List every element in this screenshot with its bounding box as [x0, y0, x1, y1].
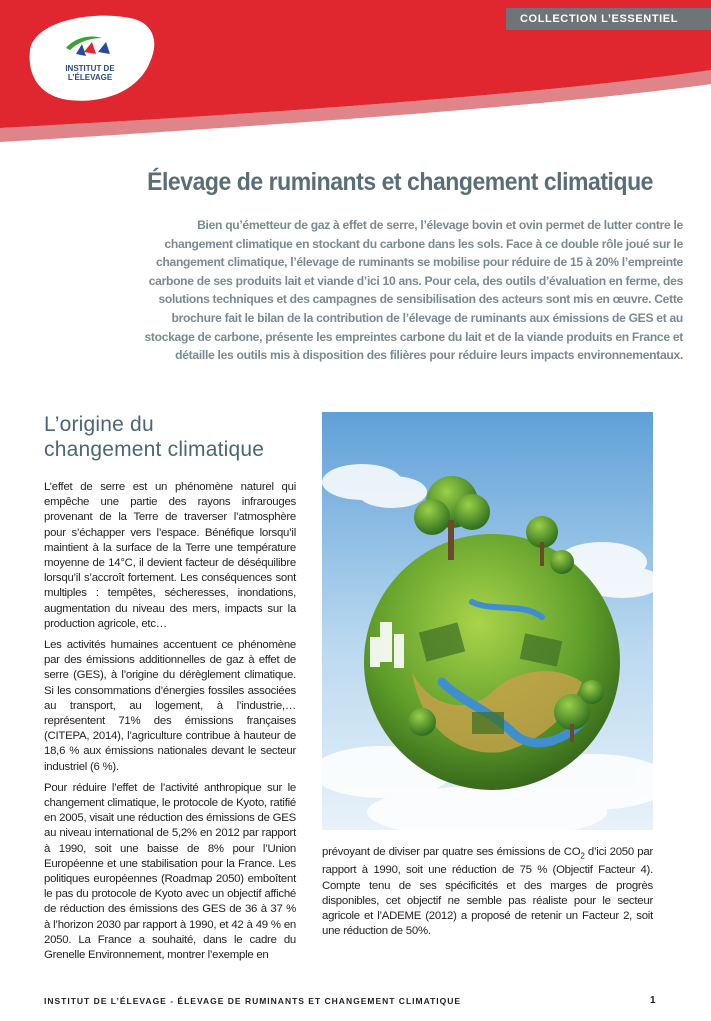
- section-title-line1: L’origine du: [44, 413, 154, 436]
- collection-tag: [506, 8, 711, 30]
- continuation-after: d’ici 2050 par rapport à 1990, soit une réduction de 75 % (Objectif Facteur 4). Compte tenu de ses spécificités et des marges de progrès disponibles, cet objectif ne semble pas réaliste pour le secteur agricole et l’ADEME (2012) a proposé de retenir un Facteur 2, soit une réduction de 50%.: [322, 846, 654, 938]
- footer-text: [44, 996, 461, 1006]
- collection-name: L’ESSENTIEL: [601, 13, 679, 25]
- footer-org: INSTITUT DE L’ÉLEVAGE: [44, 996, 167, 1006]
- section-title-line2: changement climatique: [44, 438, 265, 461]
- page-title: Élevage de ruminants et changement climatique: [147, 168, 654, 196]
- left-column: [44, 480, 296, 969]
- logo-text: [50, 64, 130, 82]
- logo-line1: INSTITUT DE: [65, 64, 115, 73]
- body-paragraph-3: Pour réduire l’effet de l’activité anthropique sur le changement climatique, le protocole de Kyoto, ratifié en 2005, visait une réduction des émissions de GES au niveau international de 5,2% en 2012 par rapport à 1990, soit une baisse de 8% pour l’Union Européenne et une stabilisation pour la France. Les politiques européennes (Roadmap 2050) emboîtent le pas du protocole de Kyoto avec un objectif affiché de réduction des émissions des GES de 36 à 37 % à l’horizon 2030 par rapport à 1990, et 42 à 49 % en 2050. La France a souhaité, dans le cadre du Grenelle Environnement, montrer l’exemple en: [44, 781, 296, 962]
- body-paragraph-2: Les activités humaines accentuent ce phénomène par des émissions additionnelles de gaz à effet de serre (GES), à l’origine du dérèglement climatique. Si les consommations d’énergies fossiles associées au transport, au logement, à l’industrie,… représentent 71% des émissions françaises (CITEPA, 2014), l’agriculture contribue à hauteur de 18,6 % aux émissions nationales devant le secteur industriel (6 %).: [44, 639, 296, 773]
- logo-line2: L’ÉLEVAGE: [67, 73, 113, 82]
- section-title: [44, 412, 324, 462]
- intro-paragraph: Bien qu’émetteur de gaz à effet de serre, l’élevage bovin et ovin permet de lutter contre le changement climatique en stockant du carbone dans les sols. Face à ce double rôle joué sur le changement climatique, l’élevage de ruminants se mobilise pour réduire de 15 à 20% l’empreinte carbone de ses produits lait et viande d’ici 10 ans. Pour cela, des outils d’évaluation en ferme, des solutions techniques et des campagnes de sensibilisation des acteurs sont mis en œuvre. Cette brochure fait le bilan de la contribution de l’élevage de ruminants aux émissions de GES et au stockage de carbone, présente les empreintes carbone du lait et de la viande produits en France et détaille les outils mis à disposition des filières pour réduire leurs impacts environnementaux.: [144, 218, 683, 363]
- body-paragraph-1: L’effet de serre est un phénomène naturel qui empêche une partie des rayons infrarouges provenant de la Terre de traverser l’atmosphère pour s’échapper vers l’espace. Bénéfique lorsqu’il maintient à la surface de la Terre une température moyenne de 14°C, il devient facteur de déséquilibre lorsqu’il s’accroît fortement. Les conséquences sont multiples : tempêtes, sécheresses, inondations, augmentation du niveau des mers, impacts sur la production agricole, etc…: [44, 481, 296, 630]
- page-number: 1: [650, 995, 656, 1006]
- co2-subscript: 2: [580, 851, 585, 861]
- continuation-before: prévoyant de diviser par quatre ses émissions de CO: [322, 846, 581, 858]
- footer-doc-title: ÉLEVAGE DE RUMINANTS ET CHANGEMENT CLIMATIQUE: [177, 996, 462, 1006]
- collection-label: COLLECTION: [520, 13, 598, 25]
- body-continuation: [322, 845, 653, 940]
- right-column: [322, 845, 653, 940]
- footer-separator: -: [166, 996, 178, 1006]
- green-planet-illustration: [322, 412, 653, 830]
